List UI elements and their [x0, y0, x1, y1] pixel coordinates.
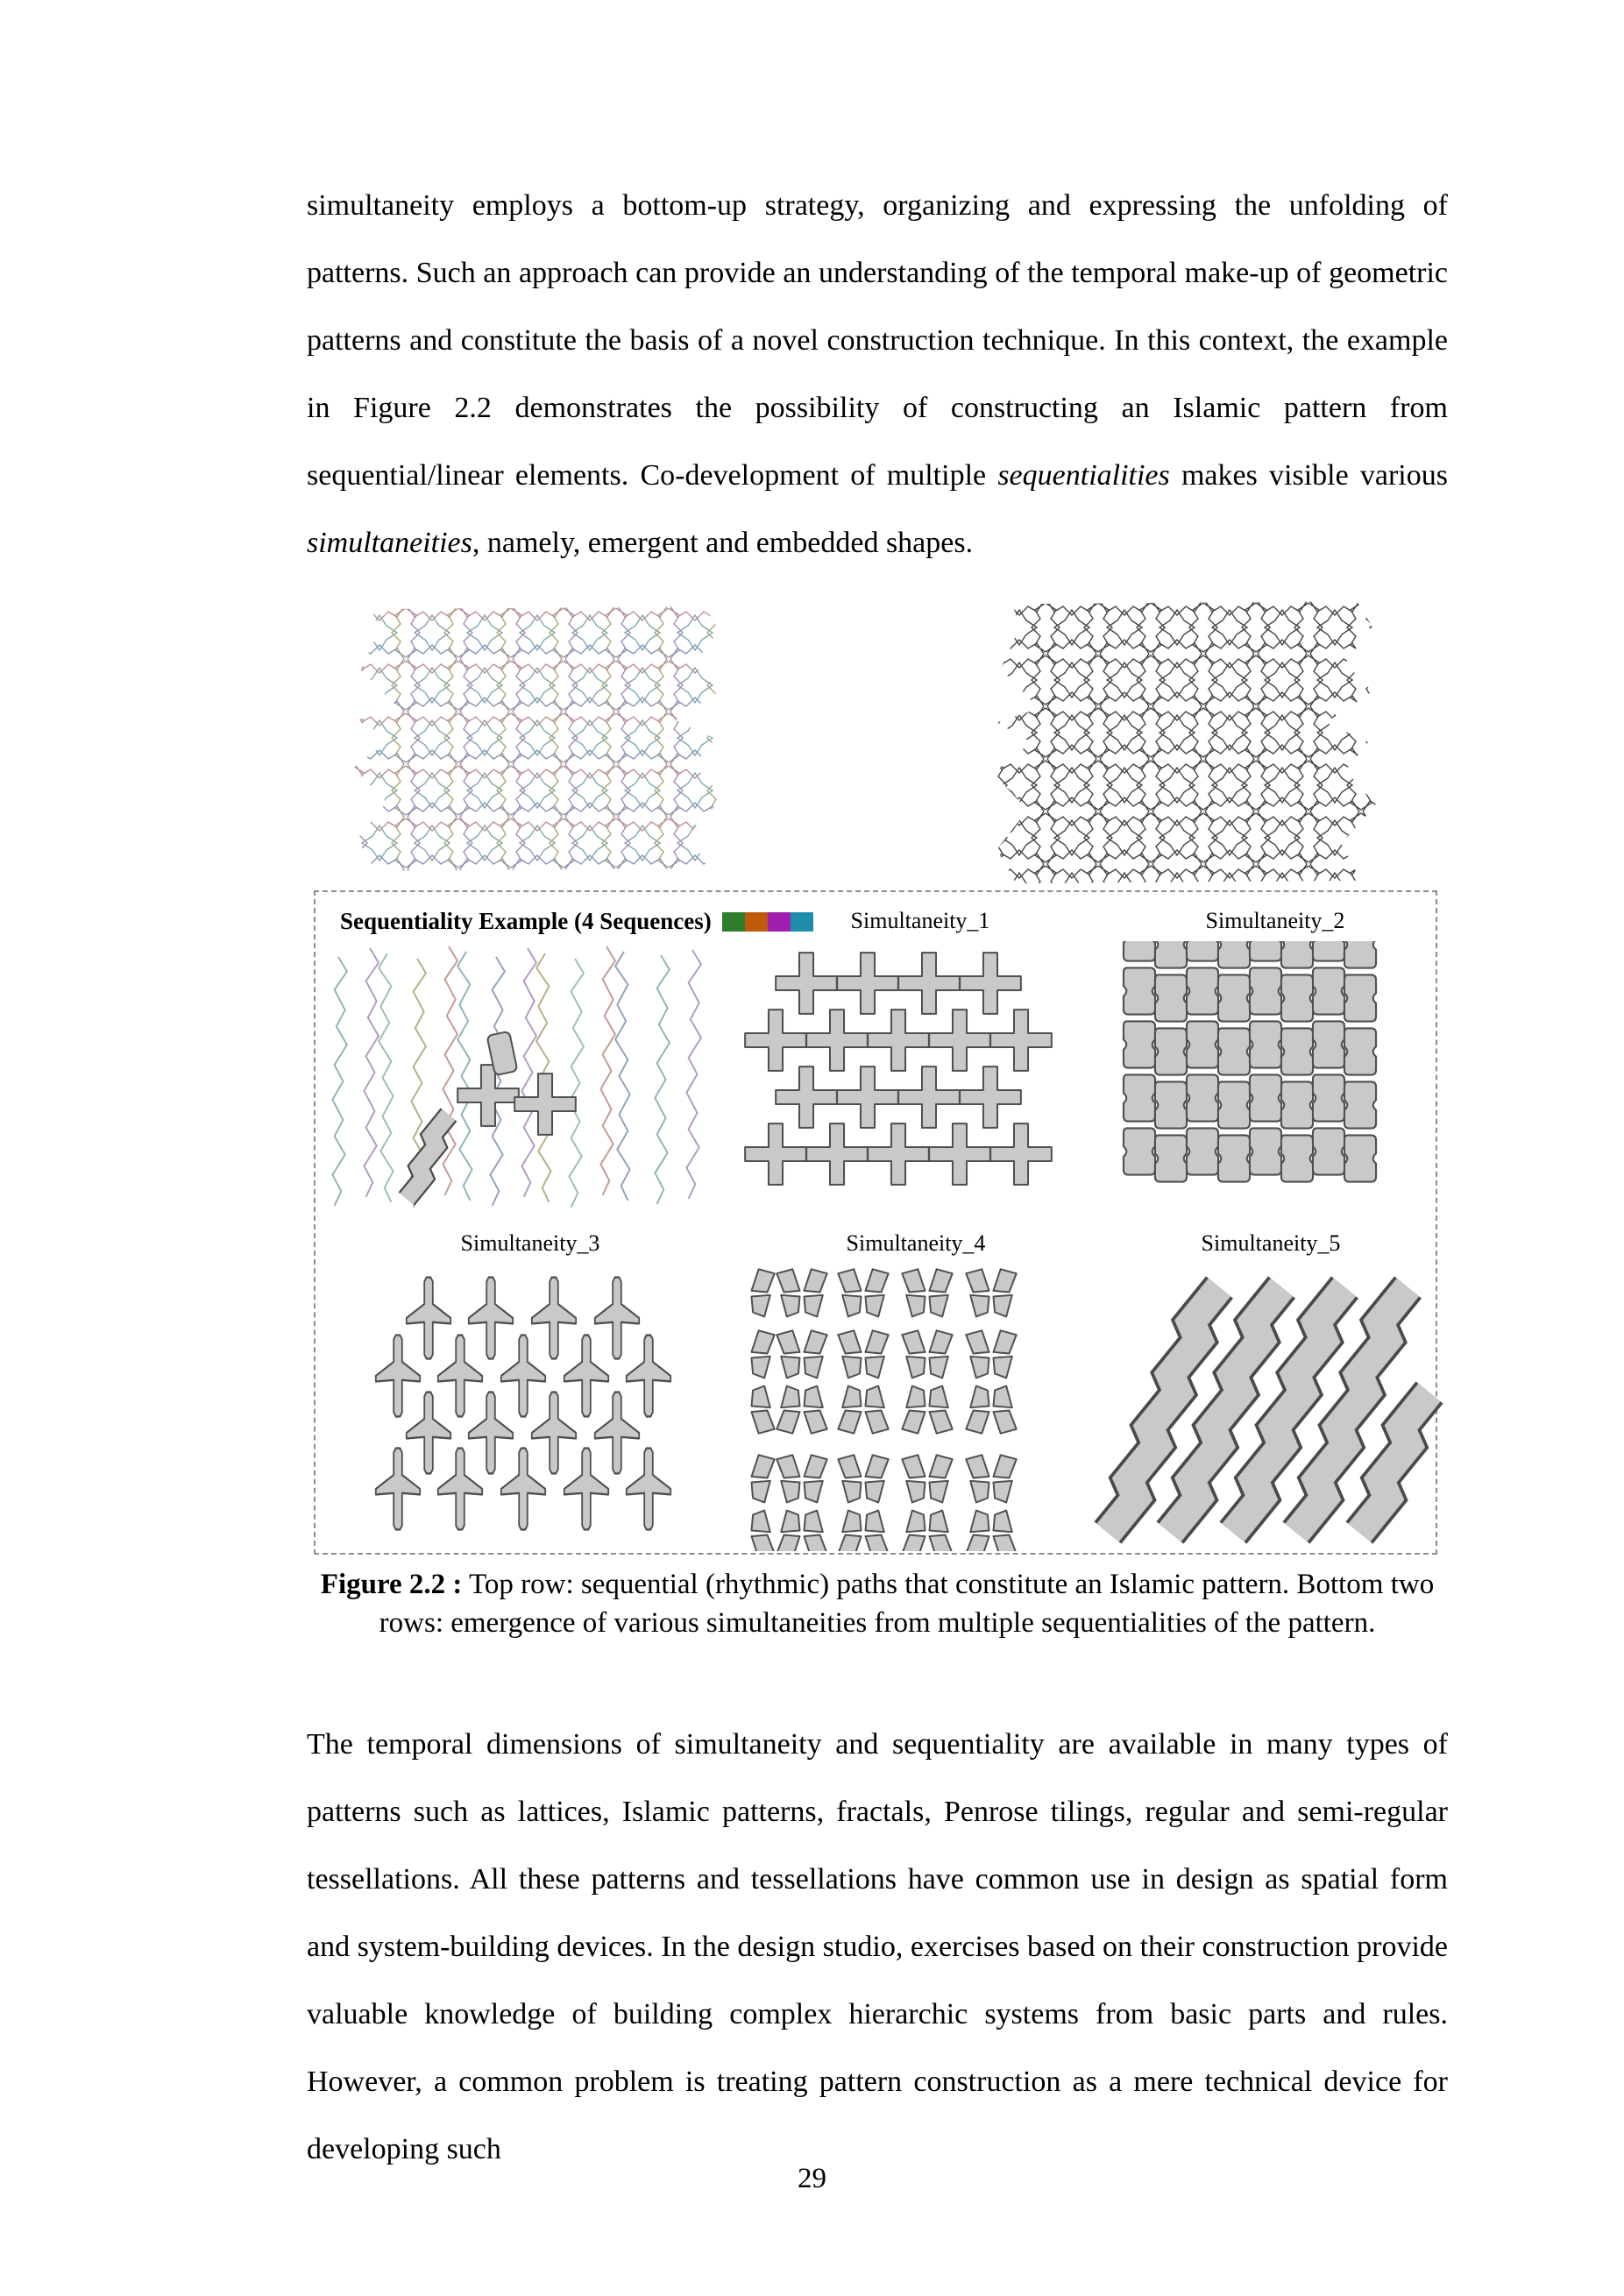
panel-label-simultaneity-4: Simultaneity_4 [846, 1230, 986, 1256]
islamic-pattern-color-image [353, 606, 723, 871]
simultaneity-1-drawing [736, 941, 1097, 1223]
page-number: 29 [798, 2163, 826, 2194]
sequentiality-example-label: Sequentiality Example (4 Sequences) [340, 908, 712, 934]
paragraph-1 [307, 172, 1448, 577]
simultaneity-5-drawing [1091, 1260, 1455, 1553]
figure-caption-text: Top row: sequential (rhythmic) paths that constitute an Islamic pattern. Bottom two rows: emergence of various simultaneities from multiple sequentialities of the pattern. [379, 1569, 1435, 1639]
paragraph-2: The temporal dimensions of simultaneity and sequentiality are available in many types of patterns such as lattices, Islamic patterns, fractals, Penrose tilings, regular and semi-regular tessellations. All these patterns and tessellations have common use in design as spatial form and system-building devices. In the design studio, exercises based on their construction provide valuable knowledge of building complex hierarchic systems from basic parts and rules. However, a common problem is treating pattern construction as a mere technical device for developing such [307, 1728, 1448, 2165]
figure-caption-label: Figure 2.2 : [320, 1569, 463, 1600]
panel-label-simultaneity-5: Simultaneity_5 [1201, 1230, 1341, 1256]
figure-2-2-panel-box [314, 890, 1437, 1555]
paragraph-1-text: , namely, emergent and embedded shapes. [472, 527, 974, 559]
panel-label-simultaneity-2: Simultaneity_2 [1205, 908, 1345, 933]
mono-islamic-pattern-drawing [993, 601, 1376, 883]
paragraph-1-text: simultaneity employs a bottom-up strategy, organizing and expressing the unfolding of patterns. Such an approach can provide an understanding of the temporal make-up of geometric patterns and constitute the basis of a novel construction technique. In this context, the example in Figure 2.2 demonstrates the possibility of constructing an Islamic pattern from sequential/linear elements. Co-development of multiple [307, 189, 1448, 492]
simultaneity-3-drawing [342, 1260, 719, 1551]
italic-sequentialities: sequentialities [997, 459, 1170, 492]
figure-caption [307, 1565, 1448, 1642]
simultaneity-2-drawing [1118, 941, 1430, 1223]
colored-sequential-paths-drawing [353, 606, 723, 871]
simultaneity-4-drawing [749, 1260, 1096, 1551]
panel-label-simultaneity-3: Simultaneity_3 [460, 1230, 600, 1256]
paragraph-1-text: makes visible various [1169, 459, 1448, 492]
italic-simultaneities: simultaneities [307, 527, 472, 559]
sequentiality-example-drawing [319, 938, 715, 1227]
islamic-pattern-mono-image [993, 601, 1376, 883]
panel-label-simultaneity-1: Simultaneity_1 [850, 908, 990, 933]
